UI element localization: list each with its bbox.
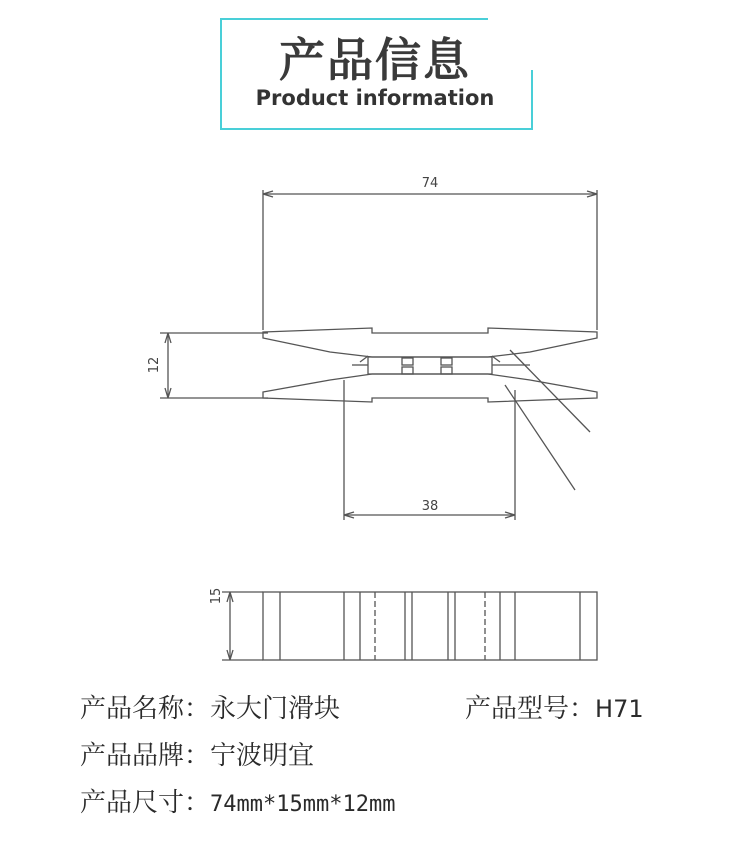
info-product-name-value: 永大门滑块	[210, 694, 341, 724]
dimension-inner-label: 38	[421, 499, 439, 514]
page-title: 产品信息	[279, 33, 471, 87]
dimension-thickness	[222, 592, 263, 660]
info-product-name-label: 产品名称：	[80, 694, 211, 724]
info-product-brand-value: 宁波明宜	[210, 741, 315, 771]
title-frame-top-line	[220, 18, 488, 20]
leader-lines	[505, 350, 590, 490]
dimension-thickness-label: 15	[209, 587, 224, 605]
part-side-view	[263, 592, 597, 660]
dimension-height	[160, 333, 268, 398]
part-top-view	[263, 328, 597, 402]
info-product-size-value: 74mm*15mm*12mm	[210, 792, 396, 817]
info-product-brand	[80, 735, 314, 772]
info-product-size	[80, 782, 395, 819]
info-product-brand-label: 产品品牌：	[80, 741, 211, 771]
page-subtitle: Product information	[255, 86, 495, 110]
info-product-name	[80, 688, 340, 725]
info-product-model-label: 产品型号：	[465, 694, 596, 724]
info-product-model-value: H71	[595, 695, 644, 723]
technical-drawing	[0, 150, 750, 670]
info-product-size-label: 产品尺寸：	[80, 788, 211, 818]
info-product-model	[465, 688, 644, 725]
dimension-length	[263, 190, 597, 330]
dimension-height-label: 12	[147, 356, 162, 374]
dimension-length-label: 74	[421, 176, 439, 191]
